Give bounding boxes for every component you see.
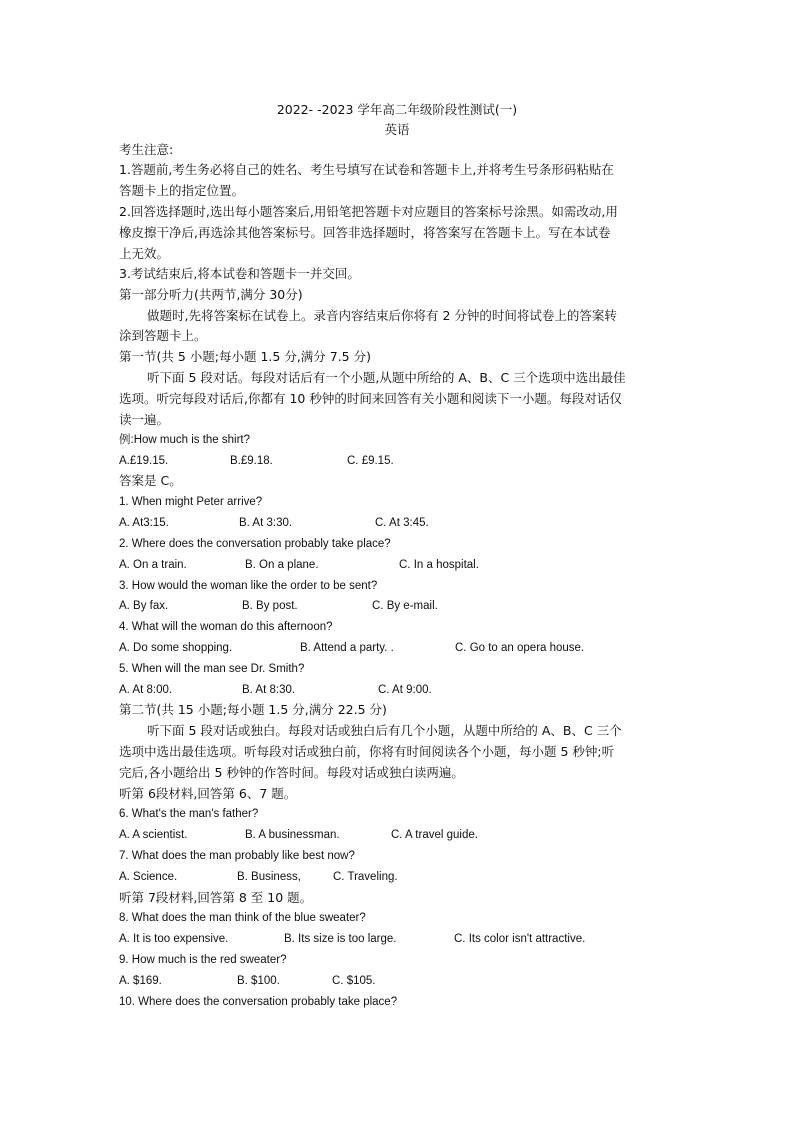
section2-intro: 完后,各小题给出 5 秒钟的作答时间。每段对话或独白读两遍。 [119,765,464,780]
option-b: B. On a plane. [245,559,319,571]
option-a: A.£19.15. [119,455,169,467]
option-c: C. Its color isn't attractive. [454,933,586,945]
exam-title: 2022- -2023 学年高二年级阶段性测试(一) [276,102,518,117]
notice-line: 2.回答选择题时,选出每小题答案后,用铅笔把答题卡对应题目的答案标号涂黑。如需改动,用 [119,204,618,219]
option-c: C. Go to an opera house. [455,642,585,654]
example-question: 例:How much is the shirt? [119,434,251,446]
option-c: C. $105. [332,975,376,987]
exam-subject: 英语 [384,122,410,137]
option-b: B.£9.18. [230,455,273,467]
option-b: B. Its size is too large. [284,933,397,945]
question: 4. What will the woman do this afternoon? [119,621,333,633]
option-c: C. At 3:45. [375,517,429,529]
question: 8. What does the man think of the blue sweater? [119,912,366,924]
notice-heading: 考生注意: [119,142,174,157]
material-instruction: 听第 7段材料,回答第 8 至 10 题。 [119,890,313,905]
section1-heading: 第一节(共 5 小题;每小题 1.5 分,满分 7.5 分) [119,349,371,364]
option-c: C. At 9:00. [378,684,432,696]
option-a: A. Science. [119,871,178,883]
question: 1. When might Peter arrive? [119,496,263,508]
option-a: A. A scientist. [119,829,188,841]
option-c: C. By e-mail. [372,600,438,612]
question: 5. When will the man see Dr. Smith? [119,663,305,675]
section1-intro: 读一遍。 [119,412,170,427]
option-b: B. By post. [242,600,298,612]
section2-heading: 第二节(共 15 小题;每小题 1.5 分,满分 22.5 分) [119,702,387,717]
option-a: A. At 8:00. [119,684,173,696]
option-c: C. Traveling. [333,871,398,883]
option-a: A. On a train. [119,559,187,571]
part1-intro: 涂到答题卡上。 [119,328,207,343]
option-b: B. Attend a party. . [300,642,394,654]
option-a: A. It is too expensive. [119,933,229,945]
option-a: A. Do some shopping. [119,642,233,654]
section1-intro: 听下面 5 段对话。每段对话后有一个小题,从题中所给的 A、B、C 三个选项中选出最佳 [147,370,626,385]
option-b: B. At 8:30. [242,684,296,696]
part1-intro: 做题时,先将答案标在试卷上。录音内容结束后你将有 2 分钟的时间将试卷上的答案转 [147,308,617,323]
option-a: A. By fax. [119,600,169,612]
notice-line: 上无效。 [119,246,170,261]
question: 2. Where does the conversation probably take place? [119,538,391,550]
option-b: B. Business, [237,871,301,883]
option-b: B. A businessman. [245,829,340,841]
example-answer: 答案是 C。 [119,473,182,488]
question: 7. What does the man probably like best now? [119,850,355,862]
question: 6. What's the man's father? [119,808,259,820]
option-c: C. A travel guide. [391,829,478,841]
section2-intro: 选项中选出最佳选项。听每段对话或独白前，你将有时间阅读各个小题，每小题 5 秒钟;听 [119,744,615,759]
notice-line: 3.考试结束后,将本试卷和答题卡一并交回。 [119,266,360,281]
notice-line: 1.答题前,考生务必将自己的姓名、考生号填写在试卷和答题卡上,并将考生号条形码粘贴在 [119,162,614,177]
notice-line: 答题卡上的指定位置。 [119,183,245,198]
notice-line: 橡皮擦干净后,再选涂其他答案标号。回答非选择题时，将答案写在答题卡上。写在本试卷 [119,225,611,240]
part1-heading: 第一部分听力(共两节,满分 30分) [119,287,303,302]
section1-intro: 选项。听完每段对话后,你都有 10 秒钟的时间来回答有关小题和阅读下一小题。每段对话仅 [119,391,622,406]
section2-intro: 听下面 5 段对话或独白。每段对话或独白后有几个小题，从题中所给的 A、B、C 三个 [147,723,622,738]
question: 10. Where does the conversation probably take place? [119,996,398,1008]
option-a: A. $169. [119,975,162,987]
option-b: B. At 3:30. [239,517,293,529]
material-instruction: 听第 6段材料,回答第 6、7 题。 [119,786,297,801]
option-a: A. At3:15. [119,517,169,529]
option-c: C. In a hospital. [399,559,479,571]
question: 9. How much is the red sweater? [119,954,287,966]
option-b: B. $100. [237,975,280,987]
question: 3. How would the woman like the order to be sent? [119,580,378,592]
option-c: C. £9.15. [347,455,394,467]
